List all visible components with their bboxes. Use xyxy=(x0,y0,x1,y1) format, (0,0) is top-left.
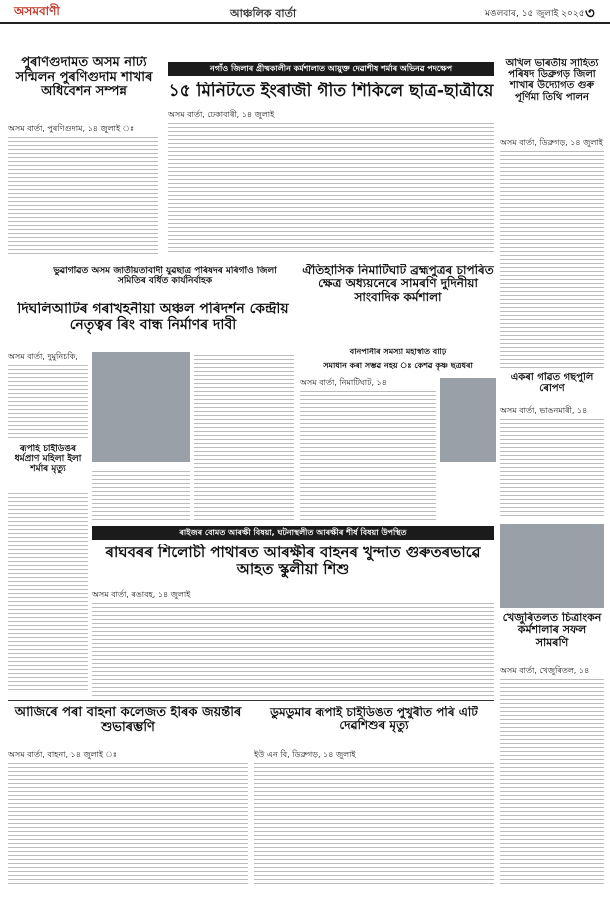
newspaper-logo: অসমবাণী xyxy=(14,4,60,18)
issue-date: মঙলবাৰ, ১৫ জুলাই ২০২৫ xyxy=(485,9,585,19)
section-name: আঞ্চলিক বাৰ্তা xyxy=(230,7,297,20)
article-10-headline: খেজুৰিতলত চিত্ৰাংকন কৰ্মশালাৰ সফল সামৰণি xyxy=(502,612,602,649)
article-10-dateline: অসম বাৰ্তা, খেজুৰিতল, ১৪ xyxy=(500,666,590,675)
article-1-body xyxy=(8,134,158,254)
article-5-dateline: অসম বাৰ্তা, নিমাটিঘাট, ১৪ xyxy=(300,378,387,387)
article-2-kicker: নগাঁও জিলাৰ গ্ৰীষ্মকালীন কৰ্মশালাত আয়ুক্ত দেৱাশীষ শৰ্মাৰ অভিনৱ পদক্ষেপ xyxy=(168,62,494,76)
article-9-dateline: অসম বাৰ্তা, ৰঙাবহ, ১৪ জুলাই xyxy=(92,590,191,599)
article-9-kicker: ৰাইজৰ বোমত আৰক্ষী বিষয়া, ঘটনাস্থলীত আৰক্ষীৰ শীৰ্ষ বিষয়া উপস্থিত xyxy=(92,526,494,540)
article-3-dateline: অসম বাৰ্তা, ডিব্ৰুগড়, ১৪ জুলাই xyxy=(500,138,603,147)
article-8-body xyxy=(500,416,604,516)
article-6-body-2 xyxy=(194,352,294,522)
article-6-photo xyxy=(92,352,190,462)
divider-line xyxy=(8,700,494,701)
article-2-headline: ১৫ মিনিটতে ইংৰাজী গীত শিকিলে ছাত্ৰ-ছাত্ৰীয়ে xyxy=(168,82,494,101)
article-5-subhead-2: সমাধান কৰা সম্ভৱ নহয় ঃ কেশৱ কৃষ্ণ ছত্ৰধৰা xyxy=(323,362,473,370)
article-8-headline: একৰা গাঁৱত গছপুলি ৰোপণ xyxy=(510,372,594,395)
masthead xyxy=(0,0,610,24)
article-5-headline: ঐতিহাসিক নিমাটিঘাট ব্ৰহ্মপুত্ৰৰ চাপৰিত ক্ষেত্ৰ অধ্যয়নেৰে সামৰণি দুদিনীয়া সাংবাদিক কৰ্মশালা xyxy=(302,264,494,304)
article-7-body xyxy=(8,490,88,690)
article-3-body xyxy=(500,148,604,368)
article-11-headline: আজিৰে পৰা বাহনা কলেজত হীৰক জয়ন্তীৰ শুভাৰম্ভণি xyxy=(14,706,242,735)
article-12-headline: ডুমডুমাৰ ৰূপাই চাইডিঙত পুখুৰীত পৰি এটি দেৱশিশুৰ মৃত্যু xyxy=(270,706,478,733)
article-11-body xyxy=(8,760,248,886)
article-2-dateline: অসম বাৰ্তা, ঢেকাবাৰী, ১৪ জুলাই xyxy=(168,110,275,119)
article-12-dateline: ইউ এন বি, ডিব্ৰুগড়, ১৪ জুলাই xyxy=(254,750,356,759)
article-1-dateline: অসম বাৰ্তা, পুৰণিগুদাম, ১৪ জুলাই ঃ xyxy=(8,124,135,133)
article-10-photo xyxy=(500,524,604,608)
article-9-headline: ৰাঘবৰৰ শিলোচী পাথাৰত আৰক্ষীৰ বাহনৰ খুন্দাত গুৰুতৰভাৱে আহত স্কুলীয়া শিশু xyxy=(105,544,481,578)
article-5-body xyxy=(300,388,436,522)
article-12-body xyxy=(254,760,494,886)
article-9-body xyxy=(92,600,494,696)
article-6-headline: দিঘলিআটিৰ গৰাখহনীয়া অঞ্চল পৰিদৰ্শন কেন্দ্ৰীয় নেতৃত্বৰ ৰিং বান্ধ নিৰ্মাণৰ দাবী xyxy=(17,302,289,333)
page-number: ৩ xyxy=(585,4,595,22)
article-6-body-3 xyxy=(92,468,190,522)
article-6-dateline: অসম বাৰ্তা, দুমুনিচকি, xyxy=(8,352,78,361)
article-6-body xyxy=(8,362,88,440)
article-7-headline: ৰূপহি চাইডিঙৰ ধৰ্মপ্ৰাণ মহিলা ইলা শৰ্মাৰ মৃত্যু xyxy=(14,444,82,475)
article-10-body xyxy=(500,676,604,886)
article-1-headline: পুৰণিগুদামত অসম নাট্য সন্মিলন পুৰণিগুদাম শাখাৰ অধিবেশন সম্পন্ন xyxy=(15,56,153,100)
article-4-kicker: ভুৱাগাঁৱত অসম জাতীয়তাবাদী যুৱছাত্ৰ পৰিষদৰ মৰিগাঁও জিলা সমিতিৰ বৰ্ধিত কাৰ্যনিৰ্বাহক xyxy=(53,266,277,287)
article-5-subhead: বানপানীৰ সমস্যা মহাস্বতি বাঢ়ি xyxy=(349,348,447,356)
article-5-photo xyxy=(440,378,496,462)
article-11-dateline: অসম বাৰ্তা, বাহনা, ১৪ জুলাই ঃ xyxy=(8,750,118,759)
article-3-headline: অখিল ভাৰতীয় সাহিত্য পৰিষদ ডিব্ৰুগড় জিলা শাখাৰ উদ্যোগত গুৰু পূৰ্ণিমা তিথি পালন xyxy=(505,58,599,103)
article-2-body xyxy=(168,120,494,254)
article-8-dateline: অসম বাৰ্তা, ভাঙনমাৰী, ১৪ xyxy=(500,406,588,415)
